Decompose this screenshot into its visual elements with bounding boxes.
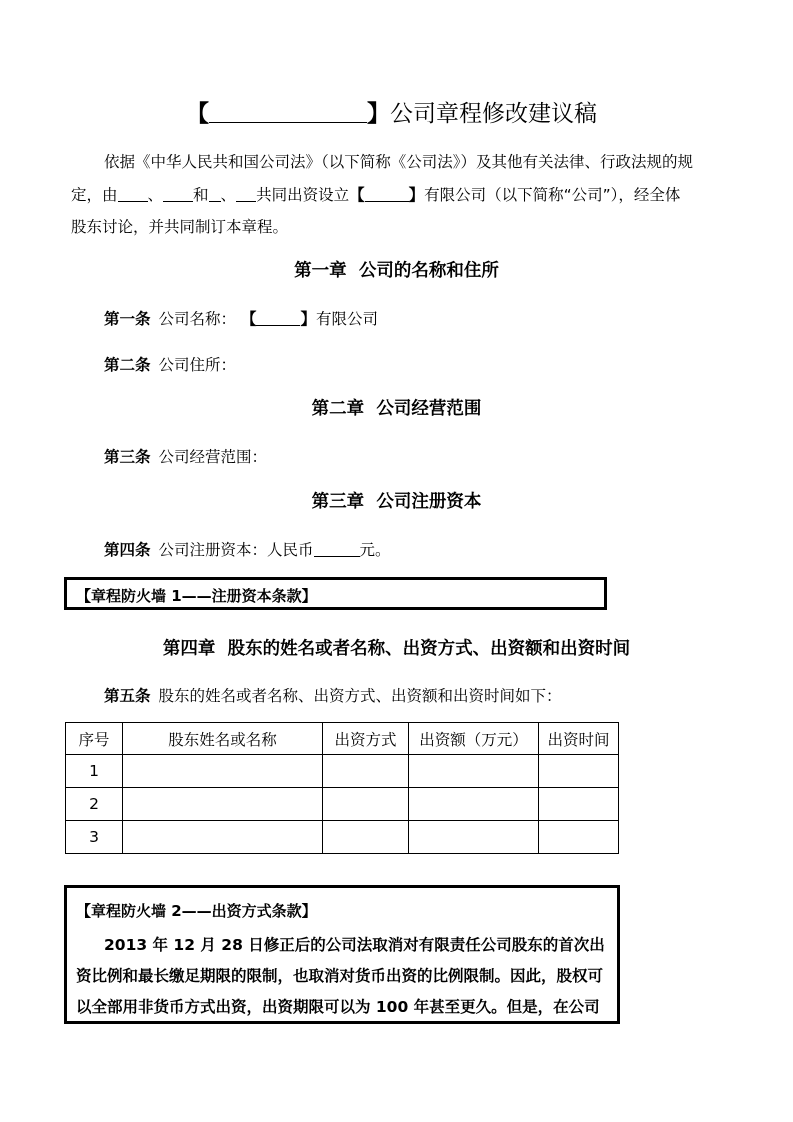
contribution-amount-cell (409, 755, 539, 788)
header-cell: 序号 (66, 723, 123, 755)
article-text: 公司经营范围： (158, 448, 268, 466)
table-row (66, 788, 619, 821)
intro-line-3: 股东讨论，并共同制订本章程。 (71, 218, 289, 236)
bracket-close: 】 (300, 310, 316, 328)
article-text: 公司注册资本：人民币 (158, 541, 314, 559)
intro-line-1: 依据《中华人民共和国公司法》（以下简称《公司法》）及其他有关法律、行政法规的规 (104, 153, 694, 171)
title-text: 公司章程修改建议稿 (390, 101, 597, 127)
article-text: 股东的姓名或者名称、出资方式、出资额和出资时间如下： (158, 687, 562, 705)
chapter-label: 第三章 (311, 492, 365, 512)
capital-amount-blank (314, 541, 360, 557)
chapter-title: 公司的名称和住所 (358, 261, 499, 281)
article-label: 第二条 (104, 356, 151, 374)
contribution-method-cell (323, 755, 409, 788)
chapter-label: 第四章 (162, 639, 216, 659)
article-text: 公司名称： (158, 310, 237, 328)
blank-field (209, 186, 221, 202)
chapter-title: 公司注册资本 (376, 492, 482, 512)
header-cell: 股东姓名或名称 (123, 723, 323, 755)
shareholder-name-cell (123, 821, 323, 854)
article-text: 公司住所： (158, 356, 237, 374)
shareholder-name-cell (123, 755, 323, 788)
article-4 (104, 540, 391, 560)
intro-sep: 、 (220, 186, 237, 204)
article-2 (104, 355, 236, 375)
intro-text-b: 共同出资设立 (256, 186, 350, 204)
chapter-2-heading (0, 397, 793, 421)
intro-text-c: 有限公司（以下简称“公司”），经全体 (424, 186, 681, 204)
contribution-method-cell (323, 788, 409, 821)
document-title (186, 97, 597, 131)
firewall-2-line: 资比例和最长缴足期限的限制，也取消对货币出资的比例限制。因此，股权可 (76, 967, 604, 985)
contribution-amount-cell (409, 788, 539, 821)
chapter-3-heading (0, 490, 793, 514)
row-number-cell: 1 (66, 755, 123, 788)
table-header-row (66, 723, 619, 755)
company-name-blank (365, 186, 409, 202)
article-3 (104, 447, 267, 467)
article-1 (104, 309, 378, 329)
contribution-time-cell (539, 821, 619, 854)
intro-sep: 、 (147, 186, 164, 204)
header-cell: 出资方式 (323, 723, 409, 755)
title-bracket-open: 【 (186, 101, 209, 127)
shareholder-name-cell (123, 788, 323, 821)
title-blank-field (209, 100, 367, 123)
intro-text-a: 定，由 (71, 186, 118, 204)
contribution-time-cell (539, 755, 619, 788)
chapter-title: 股东的姓名或者名称、出资方式、出资额和出资时间 (227, 639, 631, 659)
bracket-open: 【 (240, 310, 257, 328)
header-cell: 出资额（万元） (409, 723, 539, 755)
title-bracket-close: 】 (367, 101, 390, 127)
chapter-1-heading (0, 259, 793, 283)
blank-field (236, 186, 256, 202)
article-label: 第四条 (104, 541, 151, 559)
firewall-box-2 (64, 885, 620, 1024)
table-row (66, 821, 619, 854)
chapter-title: 公司经营范围 (376, 399, 482, 419)
contribution-time-cell (539, 788, 619, 821)
row-number-cell: 2 (66, 788, 123, 821)
blank-field (118, 186, 148, 202)
intro-line-2 (71, 185, 680, 205)
firewall-2-line: 以全部用非货币方式出资，出资期限可以为 100 年甚至更久。但是，在公司 (76, 998, 600, 1016)
article-label: 第三条 (104, 448, 151, 466)
chapter-4-heading (0, 637, 793, 661)
blank-field (163, 186, 193, 202)
contribution-amount-cell (409, 821, 539, 854)
header-cell: 出资时间 (539, 723, 619, 755)
contribution-method-cell (323, 821, 409, 854)
firewall-2-line: 2013 年 12 月 28 日修正后的公司法取消对有限责任公司股东的首次出 (104, 936, 605, 954)
firewall-2-heading: 【章程防火墙 2——出资方式条款】 (76, 902, 317, 920)
firewall-1-heading: 【章程防火墙 1——注册资本条款】 (76, 587, 317, 605)
table-row (66, 755, 619, 788)
article-5 (104, 686, 562, 706)
intro-and: 和 (193, 186, 209, 204)
article-label: 第一条 (104, 310, 151, 328)
chapter-label: 第二章 (311, 399, 365, 419)
article-suffix: 元。 (359, 541, 391, 559)
article-label: 第五条 (104, 687, 151, 705)
article-suffix: 有限公司 (316, 310, 379, 328)
company-name-blank (256, 310, 300, 326)
bracket-open: 【 (349, 186, 365, 204)
row-number-cell: 3 (66, 821, 123, 854)
shareholder-table (65, 722, 619, 854)
bracket-close: 】 (408, 186, 425, 204)
chapter-label: 第一章 (294, 261, 347, 281)
firewall-box-1 (64, 577, 607, 610)
